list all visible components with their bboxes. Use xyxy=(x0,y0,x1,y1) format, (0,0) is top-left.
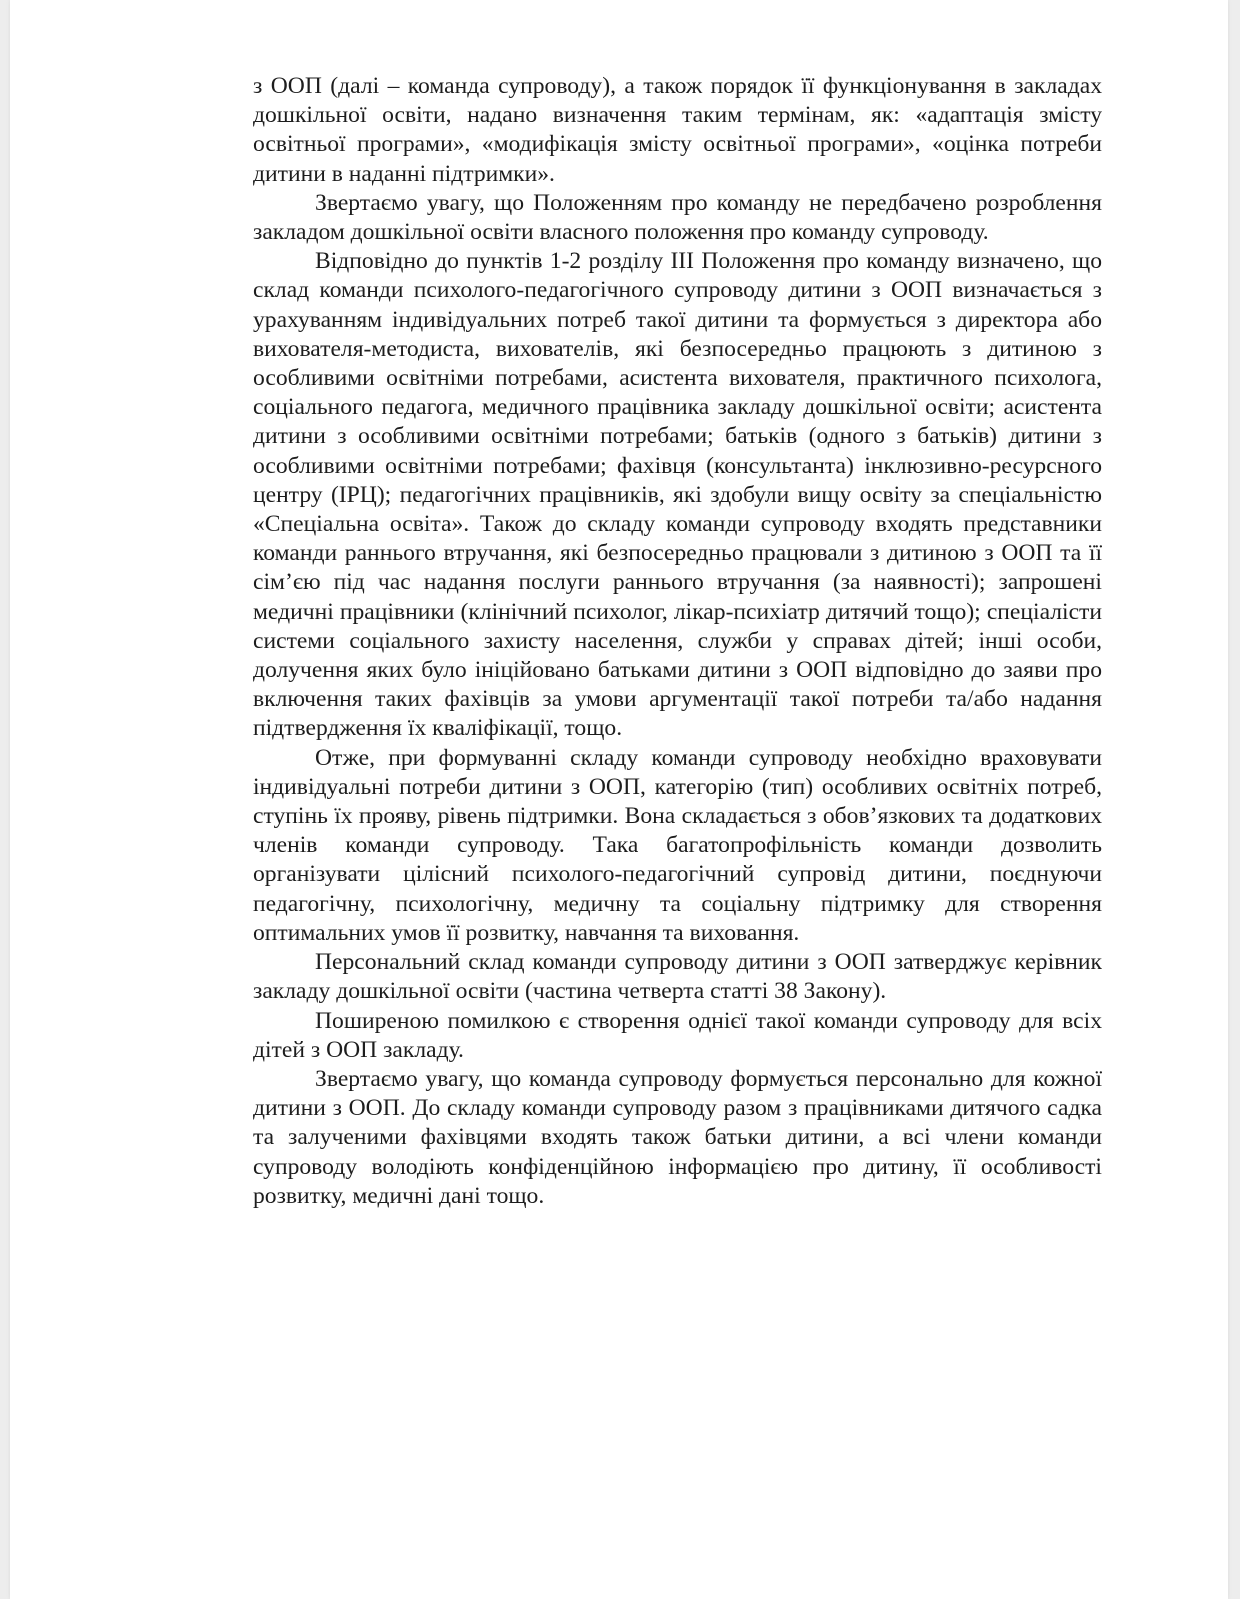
paragraph-team-definitions: з ООП (далі – команда супроводу), а також порядок її функціонування в закладах дошкільної освіти, надано визначення таким термінам, як: «адаптація змісту освітньої програми», «модифікація змісту освітньої програми», «оцінка потреби дитини в наданні підтримки». xyxy=(253,73,1102,187)
paragraph-no-own-regulation: Звертаємо увагу, що Положенням про команду не передбачено розроблення закладом дошкільної освіти власного положення про команду супроводу. xyxy=(253,189,1102,246)
paragraph-common-mistake: Поширеною помилкою є створення однієї такої команди супроводу для всіх дітей з ООП закладу. xyxy=(253,1007,1102,1063)
paragraph-personal-approval: Персональний склад команди супроводу дитини з ООП затверджує керівник закладу дошкільної освіти (частина четверта статті 38 Закону). xyxy=(253,949,1102,1005)
paragraph-individual-team: Звертаємо увагу, що команда супроводу формується персонально для кожної дитини з ООП. До складу команди супроводу разом з працівниками дитячого садка та залученими фахівцями входять також батьки дитини, а всі члени команди супроводу володіють конфіденційною інформацією про дитину, її особливості розвитку, медичні дані тощо. xyxy=(253,1065,1102,1209)
document-page xyxy=(10,0,1228,1599)
document-body xyxy=(253,72,1102,1211)
paragraph-forming-team: Отже, при формуванні складу команди супроводу необхідно враховувати індивідуальні потреби дитини з ООП, категорію (тип) особливих освітніх потреб, ступінь їх прояву, рівень підтримки. Вона складається з обов’язкових та додаткових членів команди супроводу. Така багатопрофільність команди дозволить організувати цілісний психолого-педагогічний супровід дитини, поєднуючи педагогічну, психологічну, медичну та соціальну підтримку для створення оптимальних умов її розвитку, навчання та виховання. xyxy=(253,744,1102,946)
paragraph-team-composition: Відповідно до пунктів 1-2 розділу ІІІ Положення про команду визначено, що склад команди психолого-педагогічного супроводу дитини з ООП визначається з урахуванням індивідуальних потреб такої дитини та формується з директора або вихователя-методиста, вихователів, які безпосередньо працюють з дитиною з особливими освітніми потребами, асистента вихователя, практичного психолога, соціального педагога, медичного працівника закладу дошкільної освіти; асистента дитини з особливими освітніми потребами; батьків (одного з батьків) дитини з особливими освітніми потребами; фахівця (консультанта) інклюзивно-ресурсного центру (ІРЦ); педагогічних працівників, які здобули вищу освіту за спеціальністю «Спеціальна освіта». Також до складу команди супроводу входять представники команди раннього втручання, які безпосередньо працювали з дитиною з ООП та її сім’єю під час надання послуги раннього втручання (за наявності); запрошені медичні працівники (клінічний психолог, лікар-психіатр дитячий тощо); спеціалісти системи соціального захисту населення, служби у справах дітей; інші особи, долучення яких було ініційовано батьками дитини з ООП відповідно до заяви про включення таких фахівців за умови аргументації такої потреби та/або надання підтвердження їх кваліфікації, тощо. xyxy=(253,248,1102,742)
